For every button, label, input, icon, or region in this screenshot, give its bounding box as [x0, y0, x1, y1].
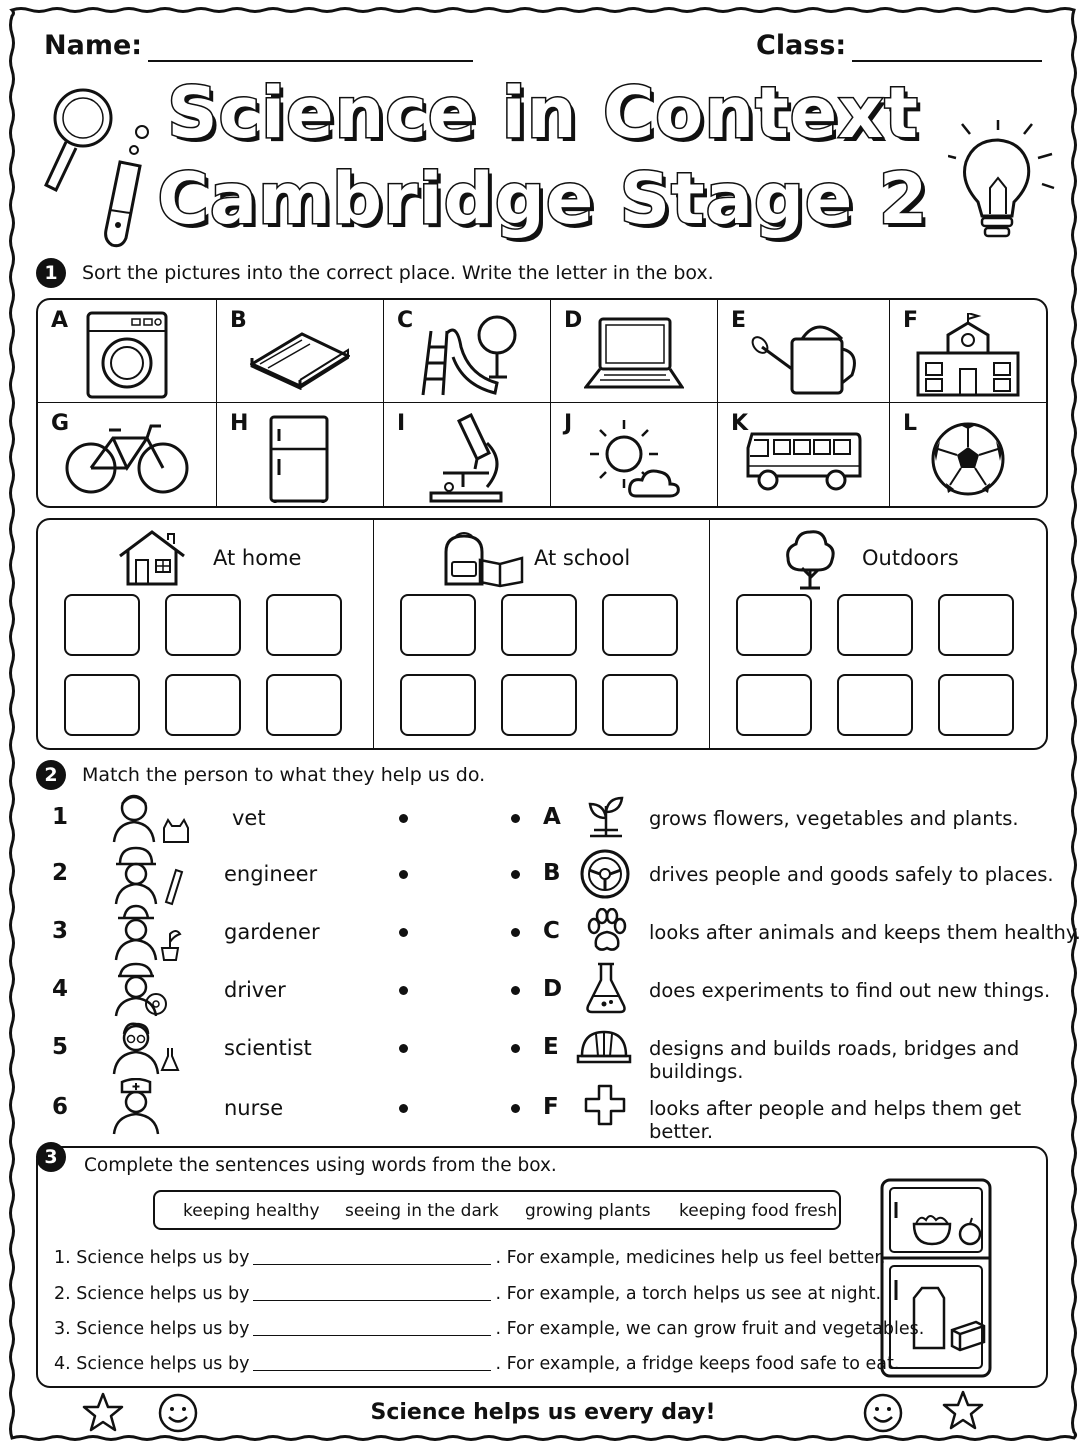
laptop-icon [584, 317, 684, 393]
sun-cloud-icon [586, 416, 682, 502]
house-icon [118, 530, 186, 586]
answer-box[interactable] [602, 674, 678, 736]
microscope-icon [427, 413, 507, 505]
answer-box[interactable] [501, 594, 577, 656]
match-dot-left[interactable] [399, 986, 408, 995]
picture-cell-f: F [890, 300, 1046, 403]
category-at-school [374, 520, 710, 748]
match-dot-right[interactable] [511, 814, 520, 823]
open-fridge-icon [880, 1178, 994, 1380]
name-label: Name: [44, 30, 143, 61]
picture-cell-g: G [38, 403, 217, 506]
answer-line[interactable] [253, 1370, 491, 1371]
school-building-icon [916, 313, 1020, 397]
nurse-icon [110, 1078, 166, 1136]
bus-icon [744, 426, 864, 492]
question-2-instruction: Match the person to what they help us do. [82, 764, 486, 786]
match-dot-right[interactable] [511, 870, 520, 879]
watering-can-icon [748, 313, 860, 397]
picture-cell-b: B [217, 300, 384, 403]
match-row: 6 nurse F looks after people and helps them get better. [0, 1078, 1086, 1136]
picture-grid [36, 298, 1048, 508]
person-label: engineer [224, 862, 318, 886]
answer-box[interactable] [837, 594, 913, 656]
task-text: drives people and goods safely to places. [649, 863, 1054, 886]
picture-cell-h: H [217, 403, 384, 506]
question-3-instruction: Complete the sentences using words from the box. [84, 1155, 557, 1176]
title-line-1: Science in Context [167, 72, 919, 154]
task-text: does experiments to find out new things. [649, 979, 1051, 1002]
engineer-icon [110, 846, 186, 906]
question-1-badge: 1 [36, 258, 66, 288]
person-label: scientist [224, 1036, 312, 1060]
sentence-4: 4. Science helps us by . For example, a fridge keeps food safe to eat. [54, 1354, 900, 1374]
vet-icon [110, 790, 192, 844]
match-dot-left[interactable] [399, 928, 408, 937]
sentence-1: 1. Science helps us by . For example, medicines help us feel better. [54, 1248, 886, 1268]
match-dot-right[interactable] [511, 1104, 520, 1113]
picture-cell-c: C [384, 300, 551, 403]
answer-box[interactable] [266, 674, 342, 736]
fridge-icon [269, 415, 331, 503]
match-row: 5 scientist E designs and builds roads, bridges and buildings. [0, 1020, 1086, 1078]
answer-box[interactable] [501, 674, 577, 736]
smiley-icon [862, 1392, 904, 1434]
match-dot-right[interactable] [511, 1044, 520, 1053]
answer-line[interactable] [253, 1300, 491, 1301]
word-option: keeping food fresh [679, 1201, 838, 1221]
medical-cross-icon [584, 1084, 626, 1126]
match-dot-left[interactable] [399, 814, 408, 823]
answer-box[interactable] [400, 674, 476, 736]
bicycle-icon [65, 422, 189, 496]
answer-box[interactable] [165, 674, 241, 736]
football-icon [930, 421, 1006, 497]
steering-wheel-icon [579, 848, 631, 900]
title-line-2: Cambridge Stage 2 [157, 158, 929, 240]
person-label: nurse [224, 1096, 284, 1120]
task-text: looks after people and helps them get better. [649, 1097, 1022, 1143]
flask-icon [584, 962, 628, 1014]
answer-box[interactable] [602, 594, 678, 656]
question-3-badge: 3 [36, 1142, 66, 1172]
match-dot-right[interactable] [511, 986, 520, 995]
sorting-table [36, 518, 1048, 750]
answer-box[interactable] [837, 674, 913, 736]
class-line[interactable] [852, 60, 1042, 62]
word-option: growing plants [525, 1201, 651, 1221]
answer-box[interactable] [64, 674, 140, 736]
answer-line[interactable] [253, 1335, 491, 1336]
light-bulb-icon [948, 118, 1068, 248]
name-line[interactable] [148, 60, 473, 62]
category-label-at-home: At home [213, 546, 302, 570]
person-label: vet [232, 806, 266, 830]
answer-box[interactable] [400, 594, 476, 656]
footer-text: Science helps us every day! [370, 1400, 716, 1425]
backpack-book-icon [440, 530, 524, 588]
picture-cell-l: L [890, 403, 1046, 506]
answer-box[interactable] [736, 594, 812, 656]
hard-hat-icon [576, 1026, 632, 1066]
answer-line[interactable] [253, 1264, 491, 1265]
question-2-badge: 2 [36, 760, 66, 790]
answer-box[interactable] [938, 674, 1014, 736]
match-dot-right[interactable] [511, 928, 520, 937]
task-text: looks after animals and keeps them healthy. [649, 921, 1081, 944]
person-label: driver [224, 978, 286, 1002]
answer-box[interactable] [165, 594, 241, 656]
slide-tree-icon [417, 313, 517, 397]
match-dot-left[interactable] [399, 1104, 408, 1113]
category-label-at-school: At school [534, 546, 631, 570]
paw-print-icon [584, 908, 628, 954]
match-row: 1 vet A grows flowers, vegetables and plants. [0, 790, 1086, 848]
picture-cell-e: E [718, 300, 890, 403]
picture-cell-j: J [551, 403, 718, 506]
driver-icon [110, 962, 180, 1018]
word-option: seeing in the dark [345, 1201, 499, 1221]
picture-cell-i: I [384, 403, 551, 506]
category-outdoors [710, 520, 1046, 748]
person-label: gardener [224, 920, 320, 944]
book-icon [250, 320, 350, 390]
match-row: 3 gardener C looks after animals and keeps them healthy. [0, 904, 1086, 962]
gardener-icon [110, 904, 186, 962]
match-dot-left[interactable] [399, 870, 408, 879]
class-label: Class: [756, 30, 847, 61]
picture-cell-d: D [551, 300, 718, 403]
sentence-3: 3. Science helps us by . For example, we can grow fruit and vegetables. [54, 1319, 925, 1339]
match-row: 2 engineer B drives people and goods safely to places. [0, 846, 1086, 904]
sentence-2: 2. Science helps us by . For example, a torch helps us see at night. [54, 1284, 882, 1304]
answer-box[interactable] [736, 674, 812, 736]
category-at-home [38, 520, 374, 748]
magnifier-test-tube-icon [38, 80, 158, 250]
word-box [153, 1190, 841, 1230]
task-text: designs and builds roads, bridges and buildings. [649, 1037, 1020, 1083]
answer-box[interactable] [64, 594, 140, 656]
answer-box[interactable] [938, 594, 1014, 656]
scientist-icon [110, 1020, 184, 1076]
category-label-outdoors: Outdoors [862, 546, 959, 570]
picture-cell-k: K [718, 403, 890, 506]
word-option: keeping healthy [183, 1201, 320, 1221]
star-icon [942, 1390, 984, 1430]
question-3-panel [36, 1146, 1048, 1388]
washing-machine-icon [86, 311, 168, 399]
answer-box[interactable] [266, 594, 342, 656]
sprout-icon [584, 792, 628, 840]
picture-cell-a: A [38, 300, 217, 403]
tree-icon [784, 528, 836, 590]
match-row: 4 driver D does experiments to find out new things. [0, 962, 1086, 1020]
question-1-instruction: Sort the pictures into the correct place. Write the letter in the box. [82, 262, 714, 284]
task-text: grows flowers, vegetables and plants. [649, 807, 1019, 830]
match-dot-left[interactable] [399, 1044, 408, 1053]
